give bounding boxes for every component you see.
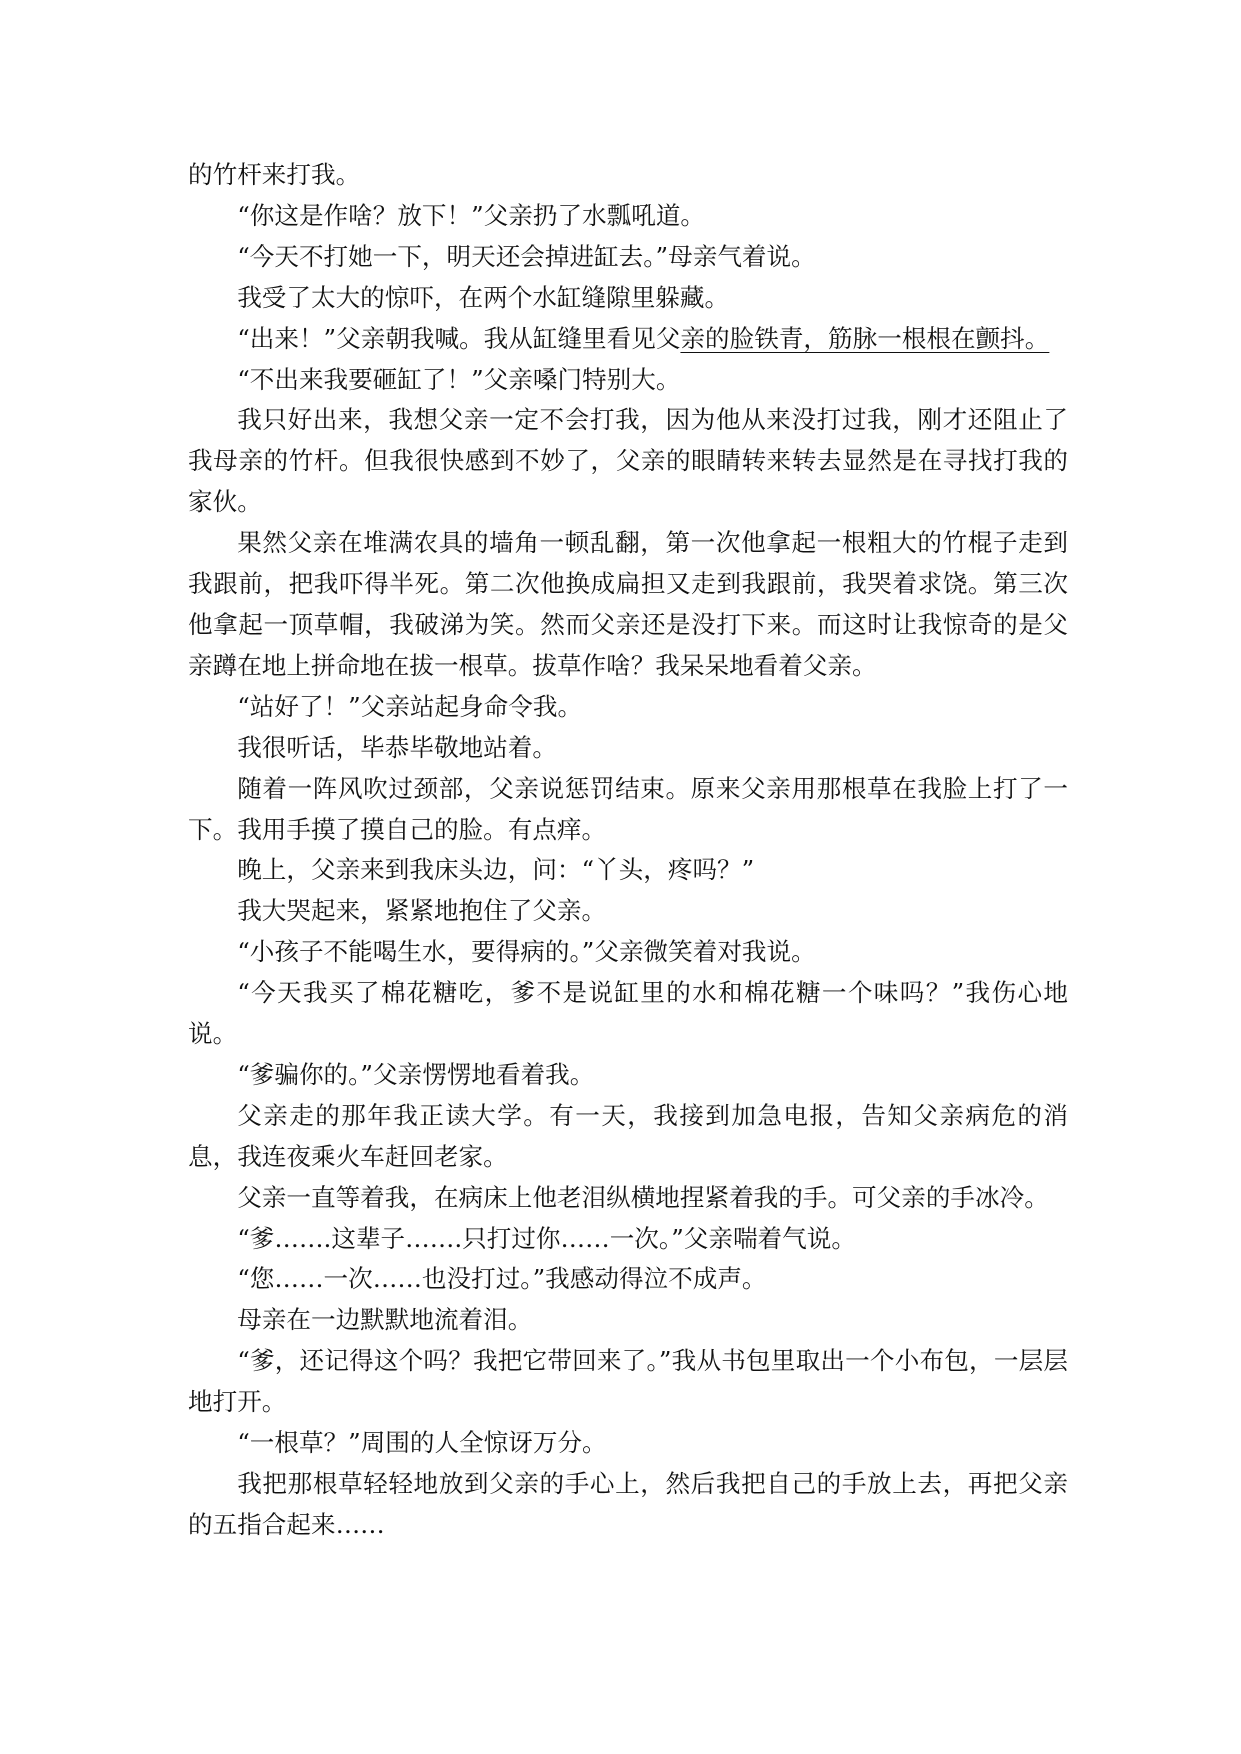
paragraph-3: “今天不打她一下，明天还会掉进缸去。”母亲气着说。 (237, 241, 816, 271)
paragraph-18: 父亲一直等着我，在病床上他老泪纵横地捏紧着我的手。可父亲的手冰冷。 (237, 1182, 1049, 1212)
paragraph-1: 的竹杆来打我。 (188, 160, 361, 189)
underlined-sentence: 亲的脸铁青，筋脉一根根在颤抖。 (680, 323, 1050, 353)
paragraph-20: “您……一次……也没打过。”我感动得泣不成声。 (237, 1264, 767, 1294)
paragraph-19: “爹…….这辈子…….只打过你……一次。”父亲喘着气说。 (237, 1223, 856, 1253)
paragraph-2: “你这是作啥？放下！”父亲扔了水瓢吼道。 (237, 200, 706, 230)
paragraph-24: 我把那根草轻轻地放到父亲的手心上，然后我把自己的手放上去，再把父亲的五指合起来…… (188, 1469, 1068, 1539)
paragraph-11: 随着一阵风吹过颈部，父亲说惩罚结束。原来父亲用那根草在我脸上打了一下。我用手摸了摸自己的脸。有点痒。 (188, 773, 1068, 844)
paragraph-22: “爹，还记得这个吗？我把它带回来了。”我从书包里取出一个小布包，一层层地打开。 (188, 1346, 1068, 1417)
paragraph-4: 我受了太大的惊吓，在两个水缸缝隙里躲藏。 (237, 282, 730, 312)
paragraph-5-text: “出来！”父亲朝我喊。我从缸缝里看见父 (237, 323, 681, 353)
paragraph-16: “爹骗你的。”父亲愣愣地看着我。 (237, 1059, 595, 1089)
paragraph-6: “不出来我要砸缸了！”父亲嗓门特别大。 (237, 364, 681, 394)
paragraph-14: “小孩子不能喝生水，要得病的。”父亲微笑着对我说。 (237, 937, 816, 967)
paragraph-7: 我只好出来，我想父亲一定不会打我，因为他从来没打过我，刚才还阻止了我母亲的竹杆。但我很快感到不妙了，父亲的眼睛转来转去显然是在寻找打我的家伙。 (188, 405, 1068, 517)
paragraph-8: 果然父亲在堆满农具的墙角一顿乱翻，第一次他拿起一根粗大的竹棍子走到我跟前，把我吓得半死。第二次他换成扁担又走到我跟前，我哭着求饶。第三次他拿起一顶草帽，我破涕为笑。然而父亲还是没打下来。而这时让我惊奇的是父亲蹲在地上拼命地在拔一根草。拔草作啥？我呆呆地看着父亲。 (188, 528, 1068, 680)
paragraph-15: “今天我买了棉花糖吃，爹不是说缸里的水和棉花糖一个味吗？”我伤心地说。 (188, 978, 1068, 1049)
paragraph-10: 我很听话，毕恭毕敬地站着。 (237, 732, 557, 762)
paragraph-13: 我大哭起来，紧紧地抱住了父亲。 (237, 896, 607, 926)
paragraph-12: 晚上，父亲来到我床头边，问：“丫头，疼吗？” (237, 855, 755, 885)
paragraph-5 (188, 319, 1068, 360)
story-text (188, 155, 1068, 1546)
paragraph-9: “站好了！”父亲站起身命令我。 (237, 691, 583, 721)
paragraph-23: “一根草？”周围的人全惊讶万分。 (237, 1428, 607, 1458)
paragraph-17: 父亲走的那年我正读大学。有一天，我接到加急电报，告知父亲病危的消息，我连夜乘火车赶回老家。 (188, 1100, 1068, 1171)
paragraph-21: 母亲在一边默默地流着泪。 (237, 1305, 533, 1335)
